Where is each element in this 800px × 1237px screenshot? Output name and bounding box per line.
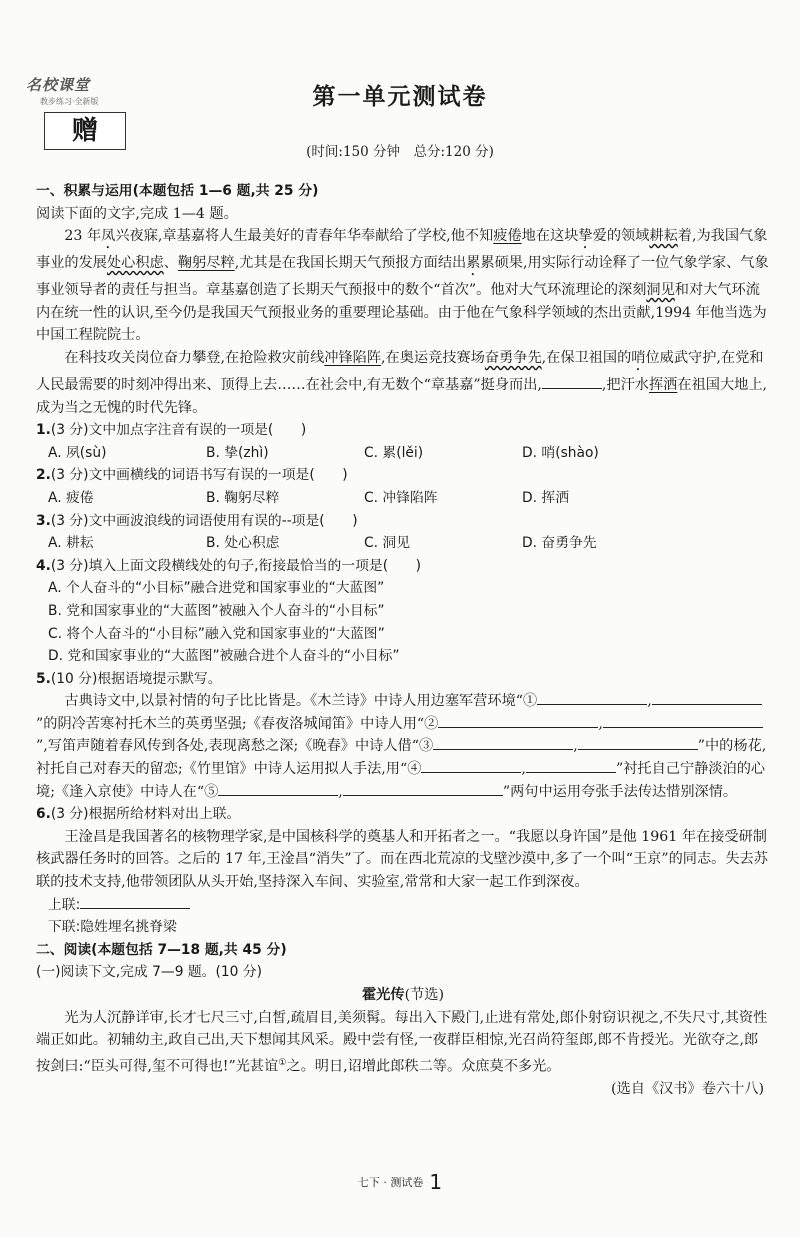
dotted-char: 挚 (578, 228, 593, 245)
text-run: 兴夜寐,章基嘉将人生最美好的青春年华奉献给了学校,他不知 (115, 228, 494, 245)
answer-blank-2b[interactable] (603, 713, 663, 728)
question-1-options (36, 442, 770, 465)
option-a[interactable]: A. 疲倦 (48, 489, 94, 506)
wavy-word: 耕耘 (649, 228, 678, 245)
option-c[interactable]: C. 冲锋陷阵 (364, 489, 438, 506)
text-run: 23 年 (64, 228, 102, 245)
question-number: 3. (36, 512, 51, 529)
option-c[interactable]: C. 将个人奋斗的“小目标”融入党和国家事业的“大蓝图” (48, 625, 385, 642)
passage-title-main: 霍光传 (361, 987, 405, 1003)
text-run: 之。明日,诏增此郎秩二等。众庶莫不多光。 (286, 1058, 561, 1075)
underlined-word: 疲倦 (493, 228, 522, 245)
section-1-instruction: 阅读下面的文字,完成 1—4 题。 (36, 205, 238, 222)
question-number: 5. (36, 670, 51, 687)
reading-paragraph-1 (36, 225, 770, 347)
option-d[interactable]: D. 党和国家事业的“大蓝图”被融合进个人奋斗的“小目标” (48, 648, 400, 665)
passage-text (36, 1007, 770, 1079)
text-run: , (647, 693, 652, 710)
answer-blank-3b[interactable] (578, 735, 698, 750)
underlined-word: 挥洒 (648, 376, 678, 393)
upper-couplet-label: 上联: (48, 896, 81, 913)
text-run: ”两句中运用夸张手法传达惜别深情。 (502, 783, 738, 800)
logo-brand: 名校课堂 (26, 76, 91, 94)
option-b[interactable]: B. 处心积虑 (206, 535, 280, 552)
question-3 (36, 510, 770, 533)
text-run: 光为人沉静详审,长才七尺三寸,白皙,疏眉目,美须髯。每出入下殿门,止进有常处,郎仆射窃识视之,不失尺寸,其资性端正如此。初辅幼主,政自己出,天下想闻其风采。殿中尝有怪,一夜群臣相惊,光召尚符玺郎,郎不肯授光。光欲夺之,郎按剑曰:“臣头可得,玺不可得也!”光甚谊 (36, 1009, 768, 1075)
text-run: 着,为我国气象事业的发展 (36, 228, 768, 272)
question-text: (3 分)文中画横线的词语书写有误的一项是( ) (50, 467, 348, 484)
question-text: (3 分)文中加点字注音有误的一项是( ) (50, 422, 307, 439)
question-text: (3 分)填入上面文段横线处的句子,衔接最恰当的一项是( ) (50, 557, 422, 574)
gift-stamp: 赠 (44, 112, 126, 150)
text-run: , (338, 783, 343, 800)
wavy-word: 奋勇争先 (484, 349, 542, 366)
text-run: ,尤其是在我国长期天气预报方面结出 (234, 255, 467, 272)
question-text: (3 分)根据所给材料对出上联。 (50, 806, 241, 823)
text-run: , (521, 761, 526, 778)
option-c[interactable]: C. 累(lěi) (364, 444, 424, 461)
text-run: 地在这块 (521, 228, 579, 245)
question-2-options (36, 487, 770, 510)
page-number: 1 (429, 1170, 443, 1194)
underlined-word: 鞠躬尽粹 (177, 255, 235, 272)
question-1 (36, 419, 770, 442)
answer-blank-1c[interactable] (712, 690, 762, 705)
text-run: 在祖国大地上,成为当之无愧的时代先锋。 (36, 376, 768, 416)
question-3-options (36, 532, 770, 555)
question-5-body (36, 690, 770, 803)
wavy-word: 洞见 (646, 282, 675, 299)
exam-content (36, 180, 770, 1101)
logo-slogan: 教步练习·全新版 (40, 97, 99, 106)
answer-blank-5b[interactable] (343, 781, 413, 796)
text-run: 、 (163, 255, 178, 272)
question-number: 6. (36, 806, 51, 823)
dotted-char: 哨 (631, 349, 646, 366)
question-number: 4. (36, 557, 51, 574)
footer-label: 七下 · 测试卷 (357, 1176, 424, 1189)
text-run: ,在奥运竞技赛场 (381, 349, 485, 366)
text-run: 累硕果,用实际行动诠释了一位气象学家、气象事业领导者的责任与担当。章基嘉创造了长期天气预报中的数个“首次”。他对大气环流理论的深刻 (36, 255, 769, 299)
text-run: ,在保卫祖国的 (541, 349, 632, 366)
question-text: (10 分)根据语境提示默写。 (50, 670, 222, 687)
answer-blank-2c[interactable] (663, 713, 763, 728)
page-footer (0, 1170, 800, 1194)
text-run: ,把汗水 (601, 376, 649, 393)
answer-blank-1a[interactable] (537, 690, 647, 705)
answer-blank-4a[interactable] (421, 758, 521, 773)
answer-blank-3a[interactable] (433, 735, 573, 750)
reading-paragraph-2 (36, 347, 770, 419)
upper-couplet (36, 894, 770, 917)
footnote-mark: ① (278, 1057, 287, 1068)
text-run: , (598, 715, 603, 732)
text-run: 古典诗文中,以景衬情的句子比比皆是。《木兰诗》中诗人用边塞军营环境“① (64, 693, 538, 710)
text-run: ”衬托自己宁静淡泊的心境;《逢入京使》中诗人在“⑤ (36, 761, 766, 800)
option-d[interactable]: D. 奋勇争先 (522, 535, 597, 552)
answer-blank-5c[interactable] (413, 781, 503, 796)
question-6-material: 王淦昌是我国著名的核物理学家,是中国核科学的奠基人和开拓者之一。“我愿以身许国”是他 1961 年在接受研制核武器任务时的回答。之后的 17 年,王淦昌“消失”了。而在西北荒凉的戈壁沙漠中,多了一个叫“王京”的同志。失去苏联的技术支持,他带领团队从头开始,坚持深入车间、实验室,常常和大家一起工作到深夜。 (36, 828, 768, 891)
dotted-char: 累 (466, 255, 481, 272)
option-b[interactable]: B. 党和国家事业的“大蓝图”被融入个人奋斗的“小目标” (48, 602, 385, 619)
option-c[interactable]: C. 洞见 (364, 535, 410, 552)
page-title: 第一单元测试卷 (312, 84, 488, 110)
answer-blank[interactable] (542, 374, 602, 389)
subsection-1-heading: (一)阅读下文,完成 7—9 题。(10 分) (36, 964, 262, 981)
lower-couplet: 下联:隐姓埋名挑脊梁 (48, 919, 177, 936)
wavy-word: 处心积虑 (106, 255, 164, 272)
option-a[interactable]: A. 夙(sù) (48, 444, 107, 461)
text-run: ”中的杨花,衬托自己对春天的留恋;《竹里馆》中诗人运用拟人手法,用“④ (36, 738, 767, 778)
answer-blank-1b[interactable] (652, 690, 712, 705)
text-run: ”的阴冷苦寒衬托木兰的英勇坚强;《春夜洛城闻笛》中诗人用“② (36, 715, 439, 732)
question-number: 1. (36, 422, 51, 439)
answer-blank-5a[interactable] (218, 781, 338, 796)
question-4 (36, 555, 770, 578)
text-run: 位威武守护,在党和人民最需要的时刻冲得出来、顶得上去……在社会中,有无数个“章基嘉”挺身而出, (36, 349, 764, 393)
option-b[interactable]: B. 挚(zhì) (206, 444, 269, 461)
text-run: 和对大气环流内在统一性的认识,至今仍是我国天气预报业务的重要理论基础。由于他在气象科学领域的杰出贡献,1994 年他当选为中国工程院院士。 (36, 282, 767, 344)
option-a[interactable]: A. 个人奋斗的“小目标”融合进党和国家事业的“大蓝图” (48, 580, 385, 597)
option-b[interactable]: B. 鞠躬尽粹 (206, 489, 280, 506)
passage-source: (选自《汉书》卷六十八) (611, 1081, 764, 1098)
text-run: 爱的领域 (592, 228, 650, 245)
dotted-char: 凤 (101, 228, 116, 245)
question-text: (3 分)文中画波浪线的词语使用有误的--项是( ) (50, 512, 358, 529)
question-2 (36, 464, 770, 487)
question-6 (36, 803, 770, 826)
answer-blank-2a[interactable] (438, 713, 598, 728)
underlined-word: 冲锋陷阵 (324, 349, 382, 366)
option-d[interactable]: D. 哨(shào) (522, 444, 599, 461)
option-d[interactable]: D. 挥洒 (522, 489, 569, 506)
exam-info: (时间:150 分钟 总分:120 分) (306, 144, 494, 160)
option-a[interactable]: A. 耕耘 (48, 535, 94, 552)
answer-blank-4b[interactable] (526, 758, 616, 773)
passage-title-note: (节选) (404, 987, 445, 1003)
section-2-heading: 二、阅读(本题包括 7—18 题,共 45 分) (36, 941, 287, 958)
passage-title (36, 984, 770, 1007)
text-run: ”,写笛声随着春风传到各处,表现离愁之深;《晚春》中诗人借“③ (36, 738, 434, 755)
text-run: , (573, 738, 578, 755)
upper-couplet-blank[interactable] (80, 894, 190, 909)
question-number: 2. (36, 467, 51, 484)
text-run: 在科技攻关岗位奋力攀登,在抢险救灾前线 (64, 349, 325, 366)
question-5 (36, 668, 770, 691)
section-1-heading: 一、积累与运用(本题包括 1—6 题,共 25 分) (36, 183, 319, 199)
